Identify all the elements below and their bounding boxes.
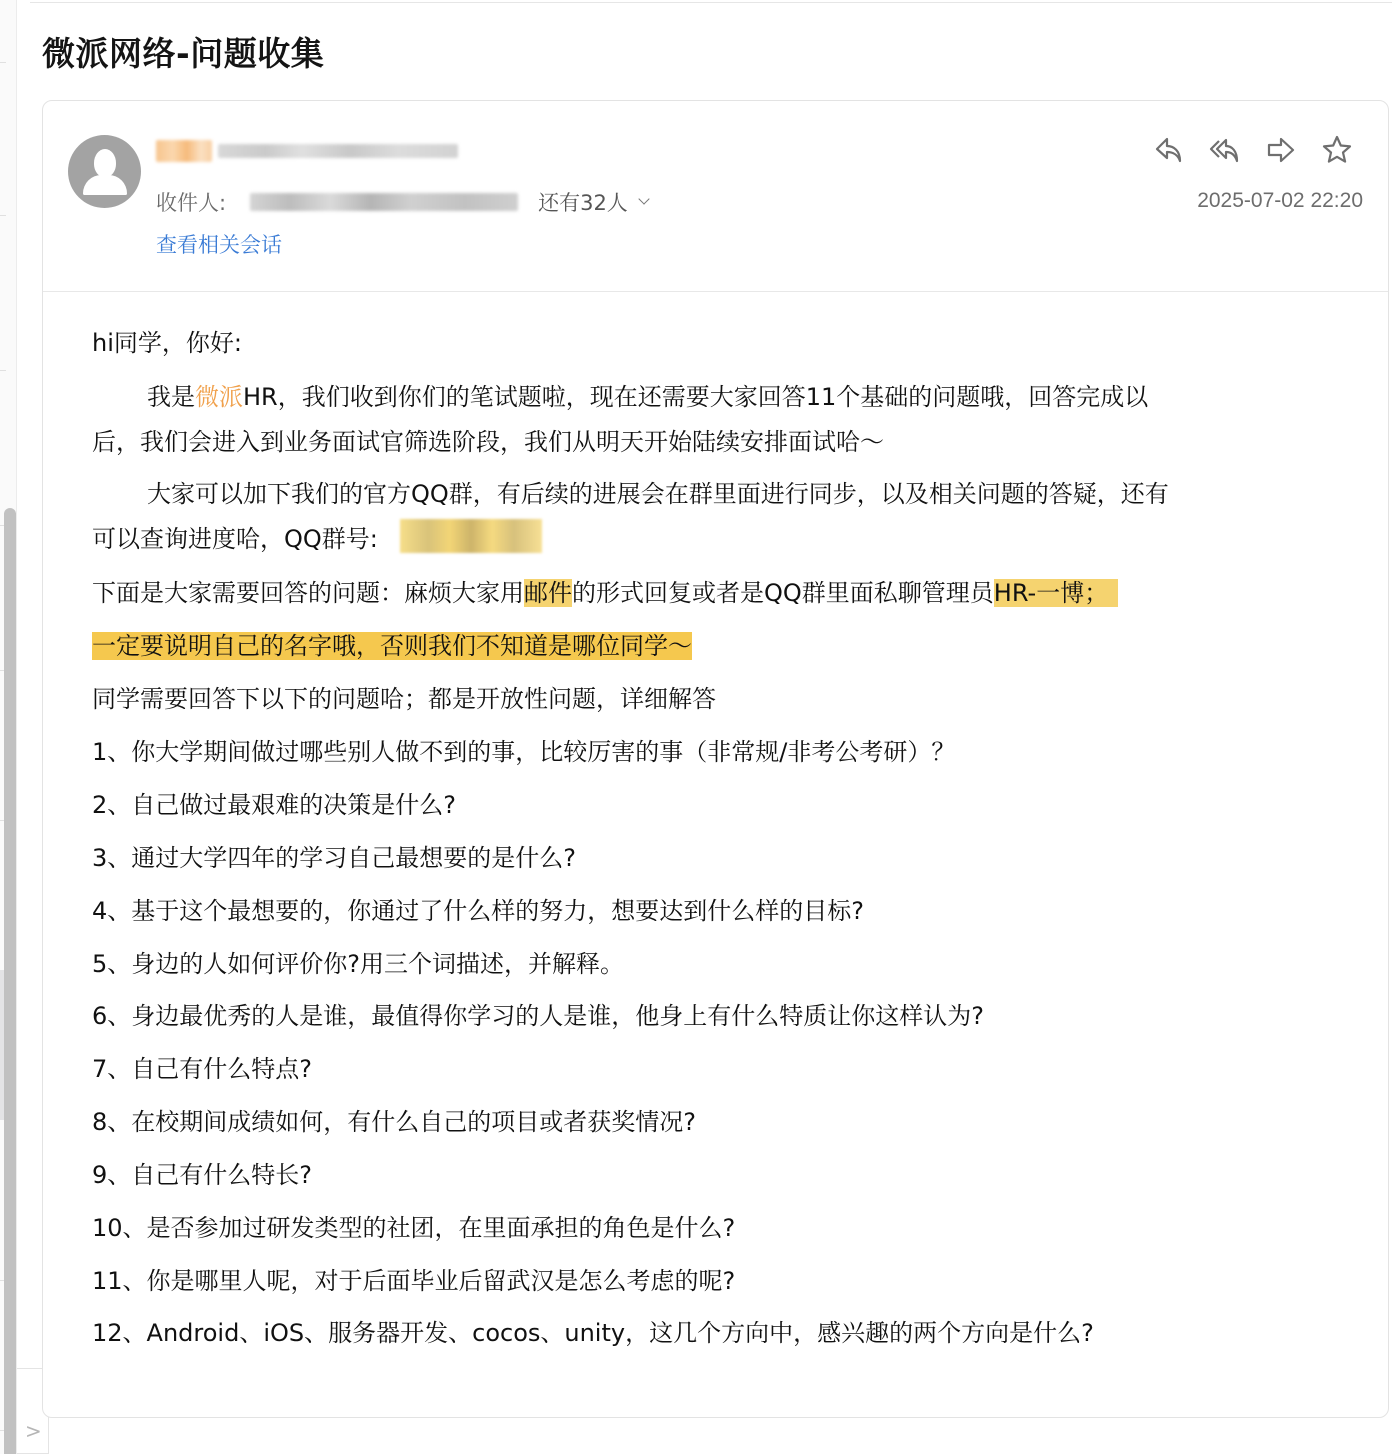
text: HR，我们收到你们的笔试题啦，现在还需要大家回答11个基础的问题哦，回答完成以 — [243, 383, 1149, 411]
chevron-right-icon: > — [25, 1419, 42, 1443]
paragraph-instructions — [92, 581, 1118, 605]
more-recipients-label: 还有32人 — [538, 191, 628, 215]
qq-number-redacted — [400, 519, 542, 553]
related-conversations-link[interactable]: 查看相关会话 — [156, 233, 282, 257]
text: 下面是大家需要回答的问题：麻烦大家用 — [92, 579, 524, 607]
recipient-label: 收件人: — [156, 191, 227, 215]
paragraph-qq-line1: 大家可以加下我们的官方QQ群，有后续的进展会在群里面进行同步，以及相关问题的答疑，还有 — [147, 480, 1169, 508]
question-item: 6、身边最优秀的人是谁，最值得你学习的人是谁，他身上有什么特质让你这样认为? — [92, 1002, 985, 1030]
reply-all-icon — [1209, 134, 1241, 166]
brand-name: 微派 — [195, 383, 243, 411]
forward-icon — [1265, 134, 1297, 166]
mail-header — [43, 101, 1388, 292]
sender-email-redacted — [218, 144, 458, 158]
mail-subject: 微派网络-问题收集 — [42, 34, 325, 73]
highlight-email: 邮件 — [524, 579, 572, 607]
avatar-person-icon-body — [83, 175, 127, 195]
mail-actions — [1152, 133, 1354, 167]
question-item: 11、你是哪里人呢，对于后面毕业后留武汉是怎么考虑的呢? — [92, 1267, 736, 1295]
sender-name-redacted[interactable] — [156, 140, 212, 162]
paragraph-intro-line1 — [92, 385, 1148, 409]
forward-button[interactable] — [1264, 133, 1298, 167]
question-item: 1、你大学期间做过哪些别人做不到的事，比较厉害的事（非常规/非考公考研）？ — [92, 738, 956, 766]
reply-button[interactable] — [1152, 133, 1186, 167]
chevron-down-icon — [638, 193, 649, 204]
paragraph-name-reminder — [92, 634, 692, 658]
star-button[interactable] — [1320, 133, 1354, 167]
question-item: 4、基于这个最想要的，你通过了什么样的努力，想要达到什么样的目标? — [92, 897, 865, 925]
panel-divider — [16, 0, 17, 1454]
rail-divider — [0, 215, 6, 216]
question-item: 12、Android、iOS、服务器开发、cocos、unity，这几个方向中，感兴趣的两个方向是什么? — [92, 1319, 1094, 1347]
mail-card — [42, 100, 1389, 1418]
greeting: hi同学，你好: — [92, 329, 242, 357]
question-item: 8、在校期间成绩如何，有什么自己的项目或者获奖情况? — [92, 1108, 697, 1136]
highlight-hr-contact: HR-一博； — [994, 579, 1118, 607]
avatar-person-icon — [94, 149, 116, 177]
text: 的形式回复或者是QQ群里面私聊管理员 — [572, 579, 994, 607]
text: 我是 — [147, 383, 195, 411]
paragraph-qq-line2 — [92, 527, 542, 553]
rail-divider — [0, 62, 6, 63]
reply-all-button[interactable] — [1208, 133, 1242, 167]
recipient-redacted[interactable] — [250, 193, 518, 211]
question-item: 7、自己有什么特点? — [92, 1055, 313, 1083]
qq-label: 可以查询进度哈，QQ群号: — [92, 525, 378, 553]
reply-icon — [1153, 134, 1185, 166]
paragraph-open-questions: 同学需要回答下以下的问题哈；都是开放性问题，详细解答 — [92, 685, 716, 713]
question-item: 3、通过大学四年的学习自己最想要的是什么? — [92, 844, 577, 872]
question-item: 9、自己有什么特长? — [92, 1161, 313, 1189]
question-item: 10、是否参加过研发类型的社团，在里面承担的角色是什么? — [92, 1214, 736, 1242]
paragraph-intro-line2: 后，我们会进入到业务面试官筛选阶段，我们从明天开始陆续安排面试哈～ — [92, 428, 884, 456]
rail-divider — [0, 370, 6, 371]
sender-avatar[interactable] — [68, 135, 141, 208]
top-border — [30, 0, 1392, 3]
question-item: 5、身边的人如何评价你?用三个词描述，并解释。 — [92, 950, 625, 978]
scrollbar-thumb[interactable] — [4, 508, 16, 1454]
mail-timestamp: 2025-07-02 22:20 — [1197, 189, 1363, 212]
star-icon — [1321, 134, 1353, 166]
sender-row — [156, 139, 458, 163]
question-item: 2、自己做过最艰难的决策是什么? — [92, 791, 457, 819]
recipient-row — [156, 187, 648, 217]
highlight-name-reminder: 一定要说明自己的名字哦，否则我们不知道是哪位同学～ — [92, 632, 692, 660]
more-recipients-toggle[interactable] — [538, 187, 648, 217]
